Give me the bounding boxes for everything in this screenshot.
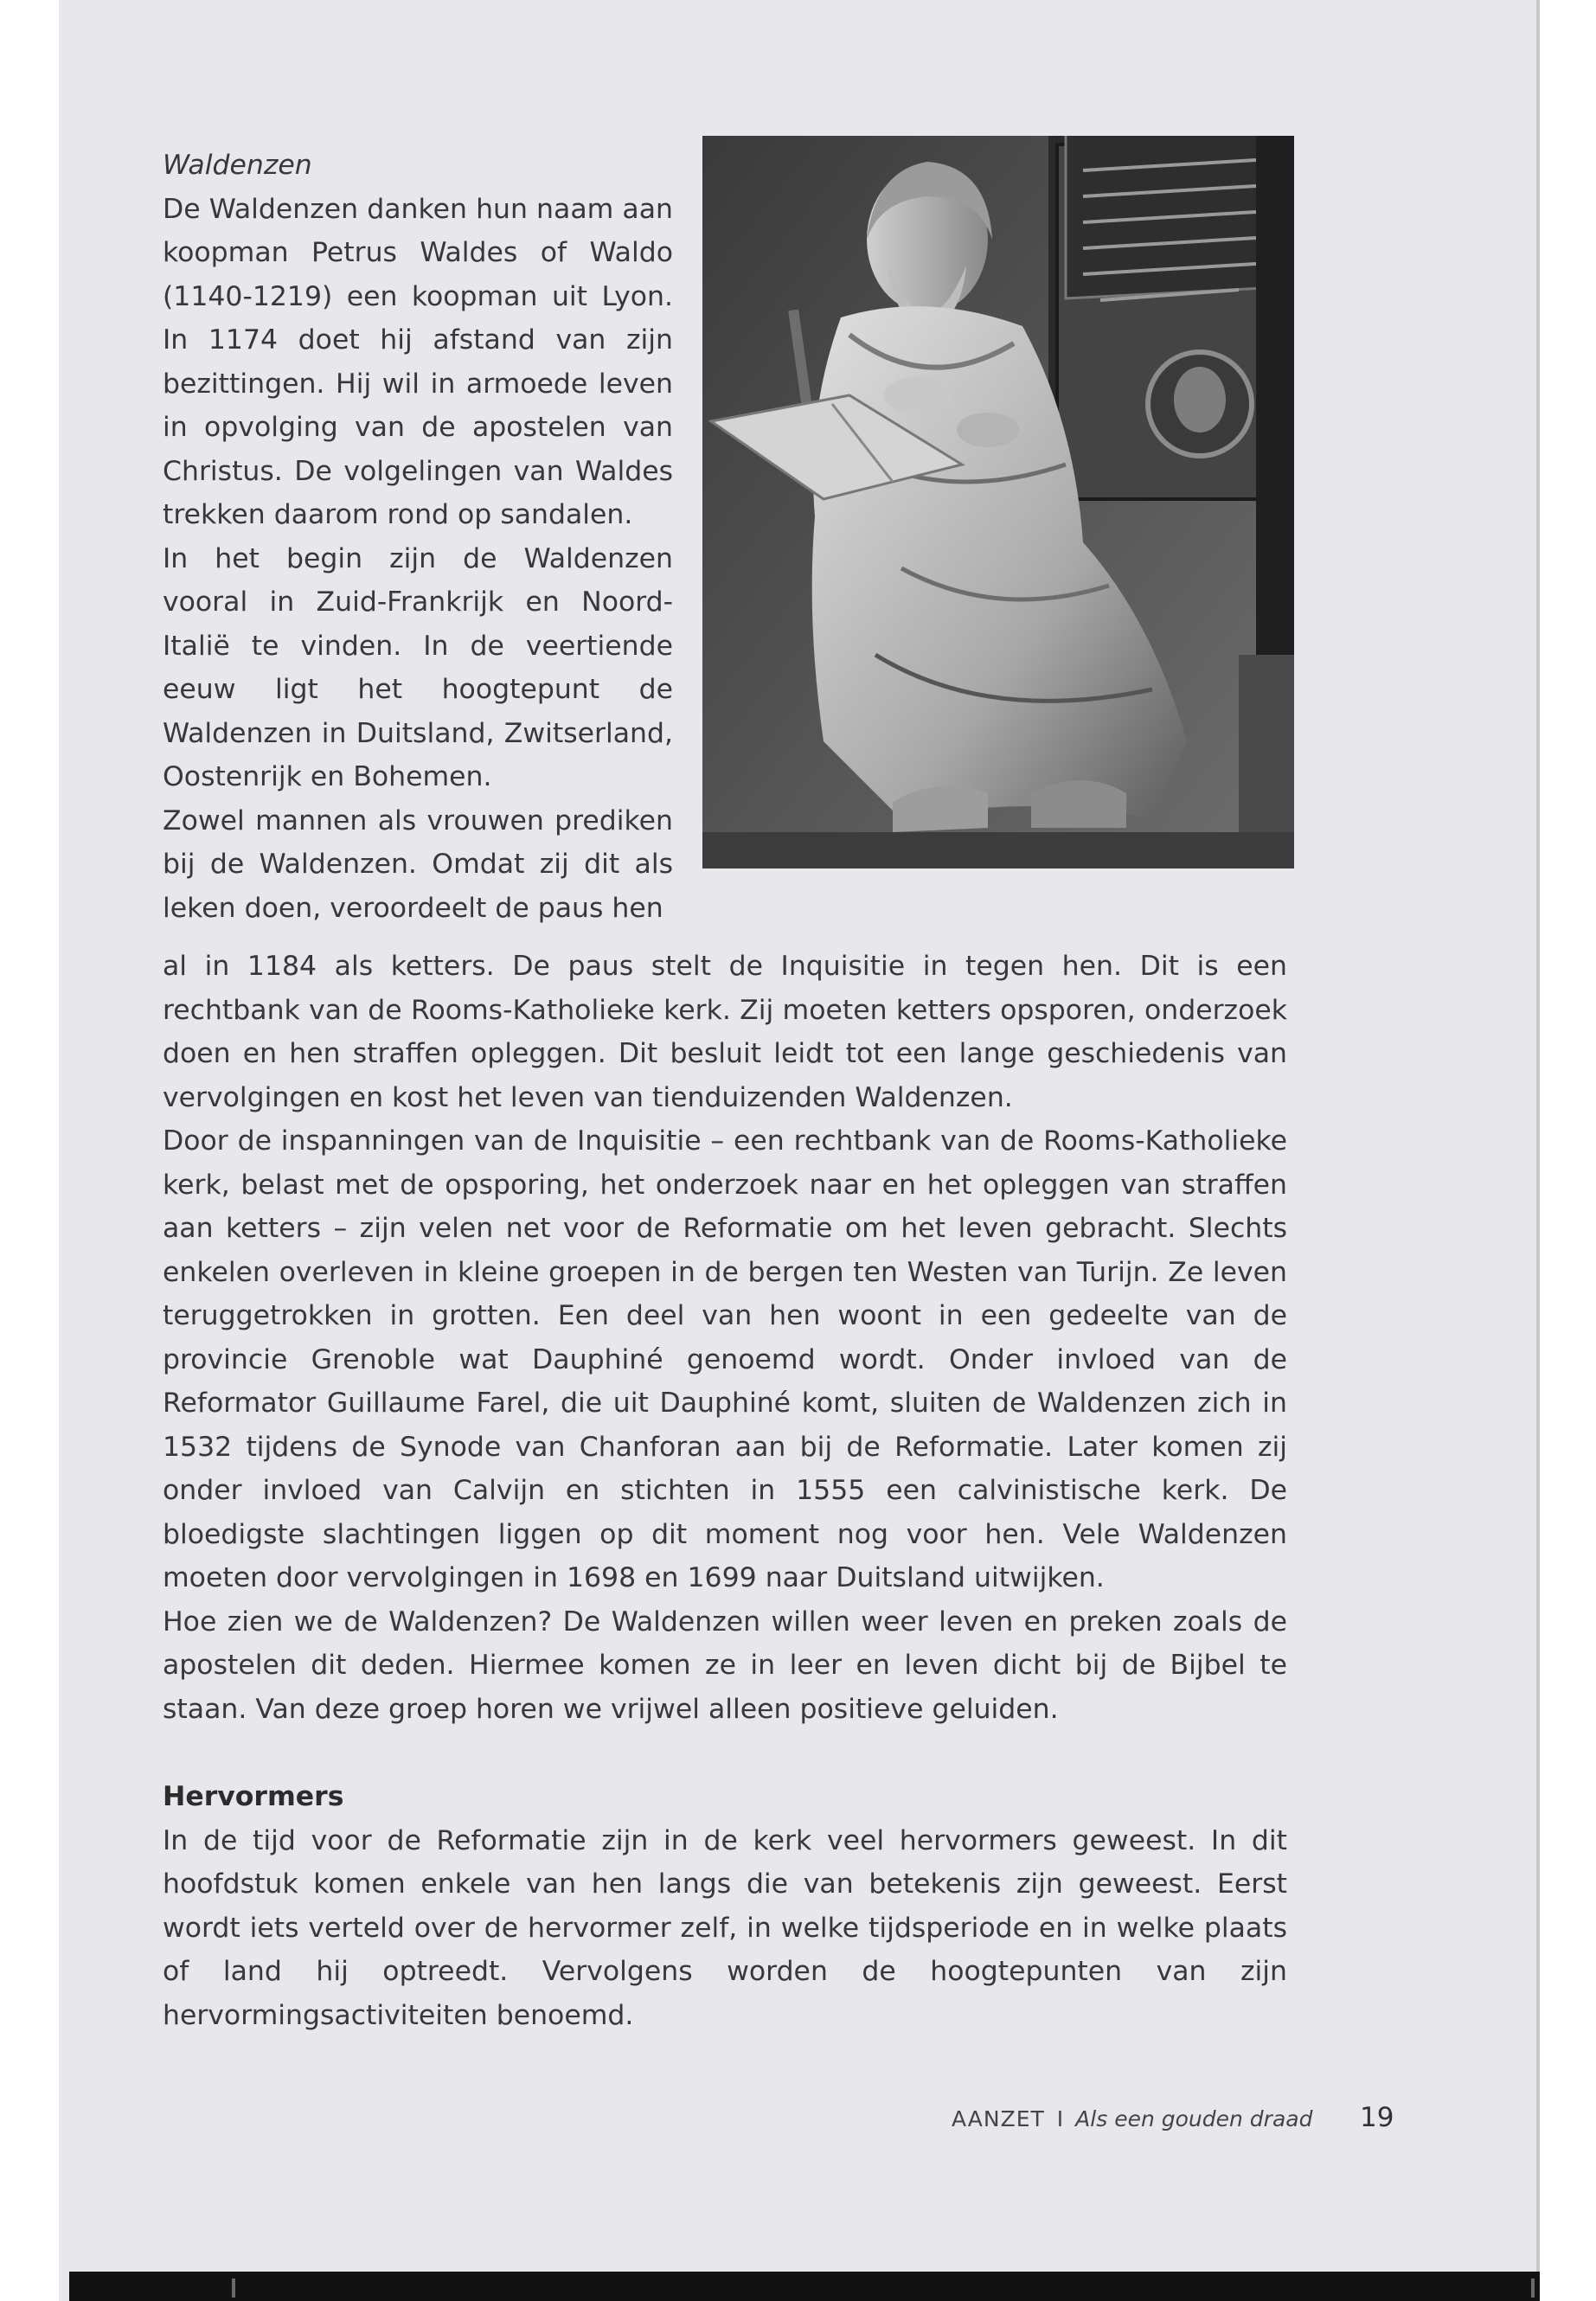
footer-brand: AANZET — [952, 2106, 1045, 2131]
paragraph-inquisition: al in 1184 als ketters. De paus stelt de Inquisitie in tegen hen. Dit is een rechtbank van de Rooms-Katholieke kerk. Zij moeten ketters opsporen, onderzoek doen en hen straffen opleggen. Dit besluit leidt tot een lange geschiedenis van vervolgingen en kost het leven van tienduizenden Waldenzen. — [163, 951, 1287, 1113]
page-number: 19 — [1360, 2102, 1394, 2133]
body-text — [163, 945, 1287, 1731]
scan-bottom-edge — [69, 2272, 1540, 2301]
paragraph-origin: De Waldenzen danken hun naam aan koopman Petrus Waldes of Waldo (1140-1219) een koopman uit Lyon. In 1174 doet hij afstand van zijn bezittingen. Hij wil in armoede leven in opvolging van de apostelen van Christus. De volgelingen van Waldes trekken daarom rond op sandalen. — [163, 193, 673, 530]
paragraph-hervormers: In de tijd voor de Reformatie zijn in de kerk veel hervormers geweest. In dit hoofdstuk komen enkele van hen langs die van betekenis zijn geweest. Eerst wordt iets verteld over de hervormer zelf, in welke tijdsperiode en in welke plaats of land hij optreedt. Vervolgens worden de hoogtepunten van zijn hervormingsactiviteiten benoemd. — [163, 1824, 1287, 2031]
paragraph-spread: In het begin zijn de Waldenzen vooral in Zuid-Frankrijk en Noord-Italië te vinden. In de veertiende eeuw ligt het hoogtepunt de Waldenzen in Duitsland, Zwitserland, Oostenrijk en Bohemen. — [163, 542, 673, 792]
running-footer — [952, 2100, 1401, 2138]
paragraph-reformation: Door de inspanningen van de Inquisitie – een rechtbank van de Rooms-Katholieke kerk, belast met de opsporing, het onderzoek naar en het opleggen van straffen aan ketters – zijn velen net voor de Reformatie om het leven gebracht. Slechts enkelen overleven in kleine groepen in de bergen ten Westen van Turijn. Ze leven teruggetrokken in grotten. Een deel van hen woont in een gedeelte van de provincie Grenoble wat Dauphiné genoemd wordt. Onder invloed van de Reformator Guillaume Farel, die uit Dauphiné komt, sluiten de Waldenzen zich in 1532 tijdens de Synode van Chanforan aan bij de Reformatie. Later komen zij onder invloed van Calvijn en stichten in 1555 een calvinistische kerk. De bloedigste slachtingen liggen op dit moment nog voor hen. Vele Waldenzen moeten door vervolgingen in 1698 en 1699 naar Duitsland uitwijken. — [163, 1125, 1287, 1593]
scan-artifact — [1531, 2279, 1535, 2298]
section-heading-hervormers: Hervormers — [163, 1781, 344, 1812]
footer-separator: I — [1056, 2106, 1064, 2131]
scan-artifact — [232, 2279, 235, 2298]
hervormers-section — [163, 1775, 1287, 2037]
paragraph-preaching: Zowel mannen als vrouwen prediken bij de Waldenzen. Omdat zij dit als leken doen, veroordeelt de paus hen — [163, 804, 673, 924]
column-text — [163, 144, 673, 930]
paragraph-assessment: Hoe zien we de Waldenzen? De Waldenzen willen weer leven en preken zoals de apostelen dit deden. Hiermee komen ze in leer en leven dicht bij de Bijbel te staan. Van deze groep horen we vrijwel alleen positieve geluiden. — [163, 1606, 1287, 1725]
footer-title: Als een gouden draad — [1075, 2106, 1313, 2131]
section-heading-waldenzen: Waldenzen — [163, 150, 312, 181]
page-edge-shadow — [1536, 0, 1540, 2301]
statue-photo — [702, 136, 1294, 868]
statue-illustration — [702, 136, 1294, 868]
